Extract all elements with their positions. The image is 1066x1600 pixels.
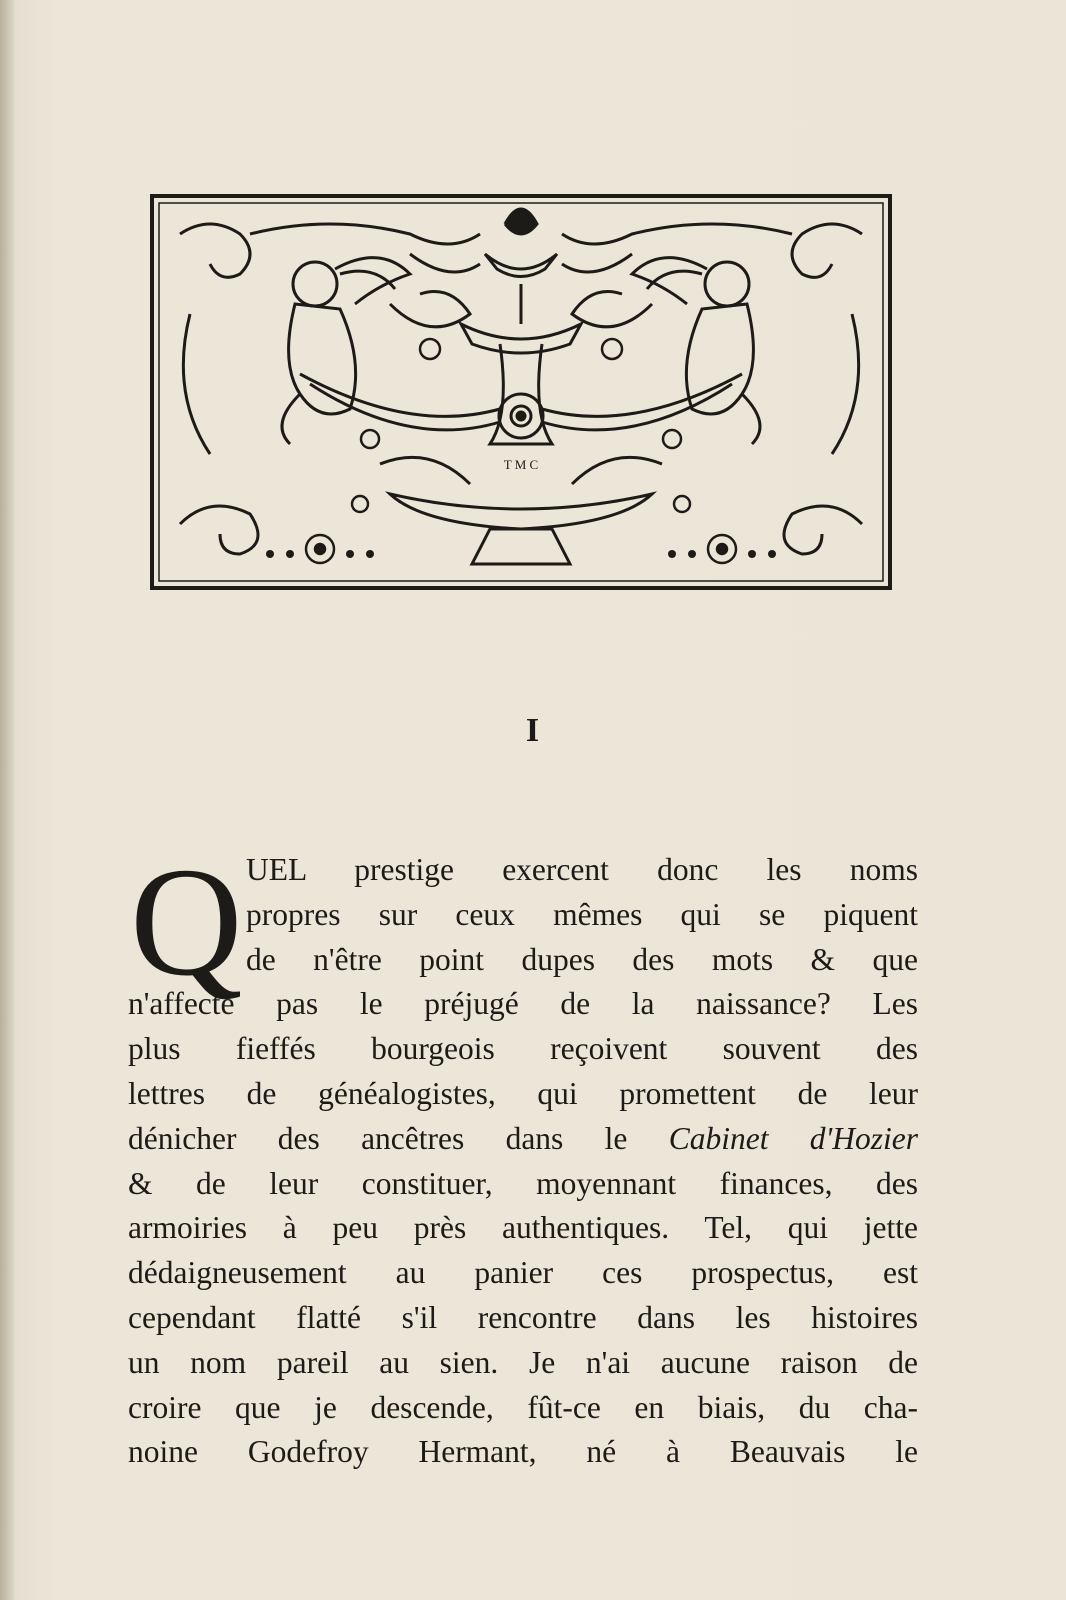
text-line: de n'être point dupes des mots & que xyxy=(246,941,918,977)
text-line: armoiries à peu près authentiques. Tel, qui jette xyxy=(128,1210,918,1246)
text-line: cependant flatté s'il rencontre dans les histoires xyxy=(128,1299,918,1335)
text-line: n'affecte pas le préjugé de la naissance? Les xyxy=(128,986,918,1022)
text-line: UEL prestige exercent donc les noms xyxy=(246,852,918,887)
drop-cap: Q xyxy=(130,835,243,1008)
chapter-number: I xyxy=(525,712,541,749)
page-gutter xyxy=(0,0,14,1600)
text-line: propres sur ceux mêmes qui se piquent xyxy=(246,896,918,932)
text-line: croire que je descende, fût-ce en biais, du cha- xyxy=(128,1389,918,1425)
ornamental-headpiece xyxy=(150,194,892,590)
body-text xyxy=(128,835,919,1475)
text-line: un nom pareil au sien. Je n'ai aucune raison de xyxy=(128,1344,918,1380)
text-line: noine Godefroy Hermant, né à Beauvais le xyxy=(128,1434,918,1470)
svg-text:T M C: T M C xyxy=(503,457,539,472)
text-segment: dénicher des ancêtres dans le xyxy=(128,1120,628,1156)
ornament-engraving-icon xyxy=(150,194,892,590)
text-line xyxy=(128,1117,918,1162)
text-line: lettres de généalogistes, qui promettent de leur xyxy=(128,1075,918,1111)
text-line: & de leur constituer, moyennant finances, des xyxy=(128,1165,918,1201)
text-line: dédaigneusement au panier ces prospectus, est xyxy=(128,1255,918,1291)
text-line: plus fieffés bourgeois reçoivent souvent des xyxy=(128,1031,918,1067)
italic-title: Cabinet d'Hozier xyxy=(668,1120,919,1156)
